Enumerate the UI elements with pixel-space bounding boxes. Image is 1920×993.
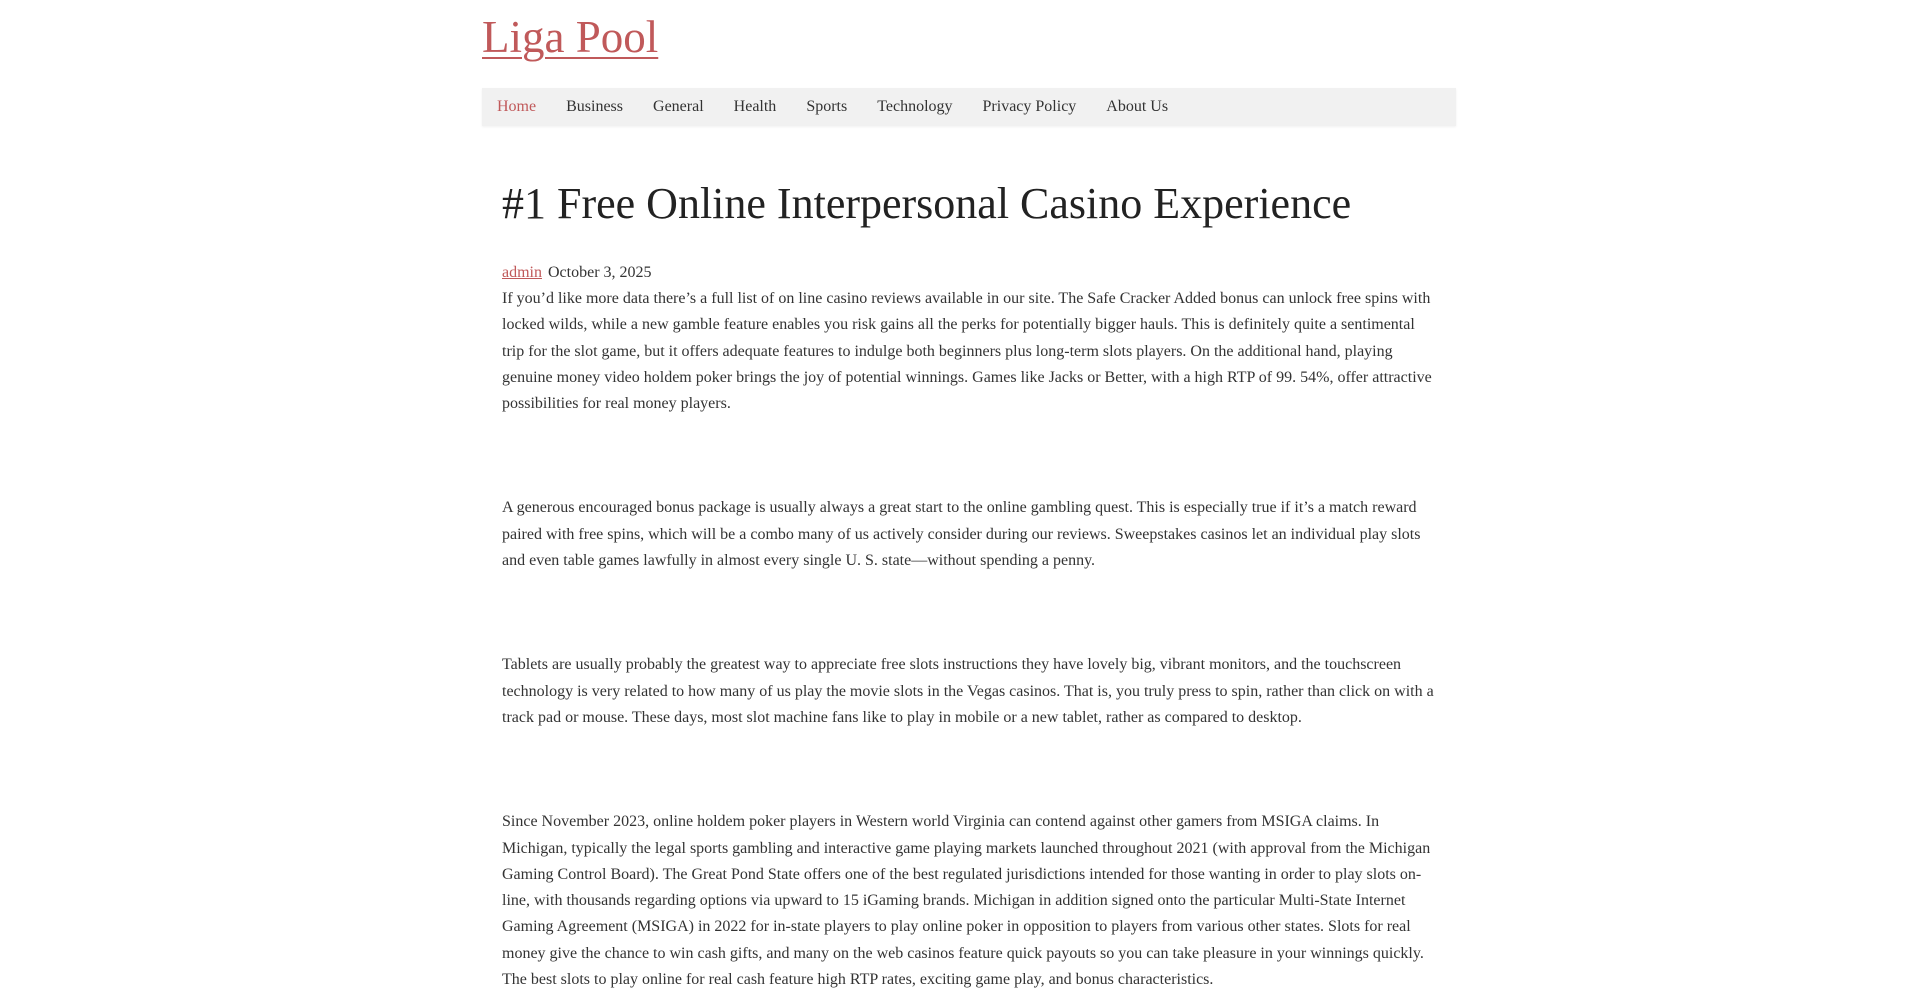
nav-item-privacy-policy[interactable]: Privacy Policy — [982, 98, 1077, 115]
nav-item-sports[interactable]: Sports — [806, 98, 848, 115]
nav-item-home[interactable]: Home — [497, 98, 537, 115]
post-meta — [502, 260, 1437, 286]
main-navigation — [482, 88, 1456, 126]
nav-item-general[interactable]: General — [653, 98, 704, 115]
post-paragraph-2: A generous encouraged bonus package is usually always a great start to the online gambling quest. This is especially true if it’s a match reward paired with free spins, which will be a combo many of us actively consider during our reviews. Sweepstakes casinos let an individual play slots and even table games lawfully in almost every single U. S. state—without spending a penny. — [502, 499, 1421, 570]
page-wrapper — [482, 0, 1468, 989]
post-date: October 3, 2025 — [548, 264, 652, 281]
post-author-link[interactable]: admin — [502, 264, 542, 281]
post-article — [502, 178, 1437, 993]
site-title-link[interactable]: Liga Pool — [482, 12, 659, 62]
post-title: #1 Free Online Interpersonal Casino Experience — [502, 179, 1352, 228]
nav-item-about-us[interactable]: About Us — [1106, 98, 1169, 115]
post-paragraph-1: If you’d like more data there’s a full list of on line casino reviews available in our site. The Safe Cracker Added bonus can unlock free spins with locked wilds, while a new gamble feature enables you risk gains all the perks for potentially bigger hauls. This is definitely quite a sentimental trip for the slot game, but it offers adequate features to indulge both beginners plus long-term slots players. On the additional hand, playing genuine money video holdem poker brings the joy of potential winnings. Games like Jacks or Better, with a high RTP of 99. 54%, offer attractive possibilities for real money players. — [502, 290, 1432, 413]
post-paragraph-4: Since November 2023, online holdem poker players in Western world Virginia can contend against other gamers from MSIGA claims. In Michigan, typically the legal sports gambling and interactive game playing markets launched throughout 2021 (with approval from the Michigan Gaming Control Board). The Great Pond State offers one of the best regulated jurisdictions intended for those wanting in order to play slots on-line, with thousands regarding options via upward to 15 iGaming brands. Michigan in addition signed onto the particular Multi-State Internet Gaming Agreement (MSIGA) in 2022 for in-state players to play online poker in opposition to players from various other states. Slots for real money give the chance to win cash gifts, and many on the web casinos feature quick payouts so you can take pleasure in your winnings quickly. The best slots to play online for real cash feature high RTP rates, exciting game play, and bonus characteristics. — [502, 813, 1431, 989]
nav-item-technology[interactable]: Technology — [877, 98, 953, 115]
nav-item-health[interactable]: Health — [733, 98, 777, 115]
nav-item-business[interactable]: Business — [566, 98, 624, 115]
post-paragraph-3: Tablets are usually probably the greatest way to appreciate free slots instructions they have lovely big, vibrant monitors, and the touchscreen technology is very related to how many of us play the movie slots in the Vegas casinos. That is, you truly press to spin, rather than click on with a track pad or mouse. These days, most slot machine fans like to play in mobile or a new tablet, rather as compared to desktop. — [502, 656, 1434, 726]
